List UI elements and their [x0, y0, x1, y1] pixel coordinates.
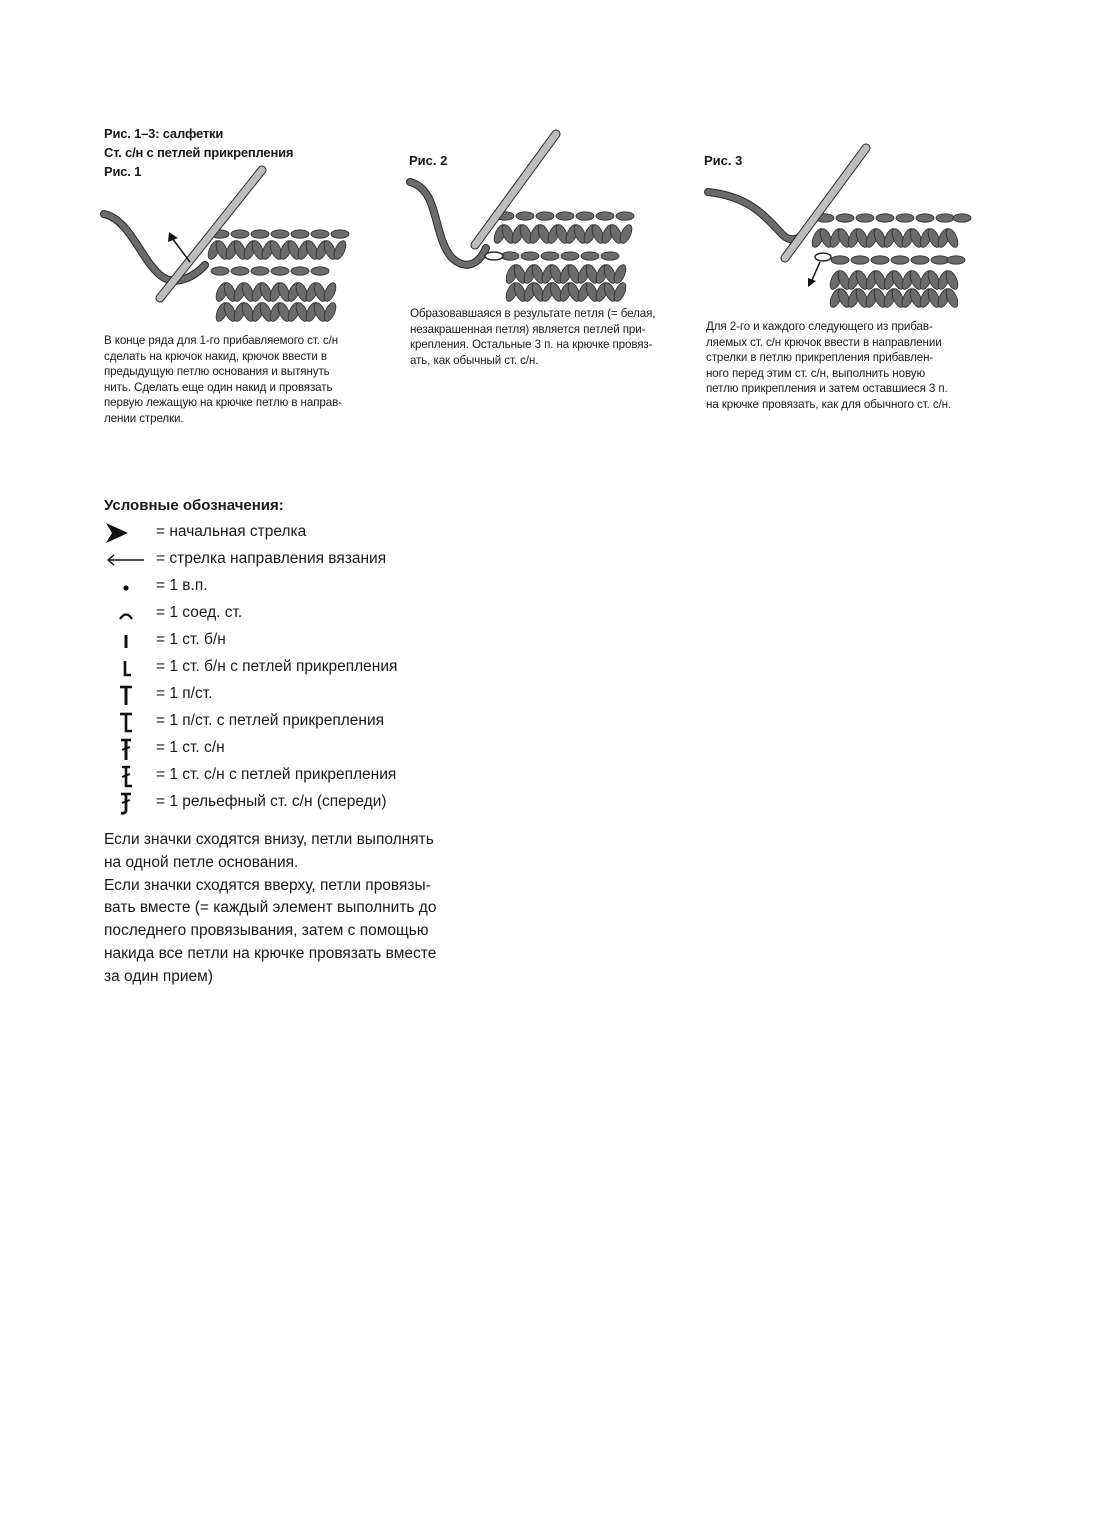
- legend-item: [104, 790, 524, 816]
- fig3-caption: Для 2-го и каждого следующего из прибав- ляемых ст. с/н крючок ввести в направлении стрелки в петлю прикрепления прибавлен- ного перед этим ст. с/н, выполнить новую петлю прикрепления и затем оставшиеся 3 п. на крючке провязать, как для обычного ст. с/н.: [706, 320, 952, 411]
- legend-item-label: = 1 п/ст. с петлей прикрепления: [156, 712, 385, 729]
- start-arrow-icon: [104, 520, 152, 546]
- legend-title: Условные обозначения:: [104, 497, 284, 514]
- fig2-illustration: [410, 134, 634, 303]
- legend-item: [104, 736, 524, 762]
- direction-arrow-icon: [104, 547, 152, 573]
- figures-illustrations: [0, 0, 1107, 330]
- double-crochet-attach-icon: [104, 763, 152, 789]
- chain-stitch-icon: [104, 574, 152, 600]
- single-crochet-icon: [104, 628, 152, 654]
- fig2-label: Рис. 2: [409, 153, 448, 168]
- fig1-illustration: [104, 170, 349, 323]
- legend-item-label: = 1 в.п.: [156, 577, 208, 594]
- legend-item-label: = 1 ст. б/н: [156, 631, 226, 648]
- legend-item-label: = 1 п/ст.: [156, 685, 213, 702]
- fig3-arrow: [812, 262, 820, 280]
- double-crochet-icon: [104, 736, 152, 762]
- fig1-caption: В конце ряда для 1-го прибавляемого ст. с/н сделать на крючок накид, крючок ввести в предыдущую петлю основания и вытянуть нить. Сделать еще один накид и провязать первую лежащую на крючке петлю в направ- лении стрелки.: [104, 334, 342, 425]
- legend-item: [104, 655, 524, 681]
- legend-item-label: = 1 ст. с/н: [156, 739, 225, 756]
- legend-item-label: = 1 ст. с/н с петлей прикрепления: [156, 766, 397, 783]
- legend-item: [104, 709, 524, 735]
- half-double-icon: [104, 682, 152, 708]
- legend-item: [104, 682, 524, 708]
- fig2-attach-loop: [485, 252, 503, 260]
- fig3-attach-loop: [815, 253, 831, 261]
- fig3-yarn: [708, 192, 805, 239]
- legend-item-label: = 1 соед. ст.: [156, 604, 243, 621]
- legend-item-label: = стрелка направления вязания: [156, 550, 387, 567]
- legend-item: [104, 763, 524, 789]
- legend-item: [104, 520, 524, 546]
- slip-stitch-icon: [104, 601, 152, 627]
- legend-notes: Если значки сходятся внизу, петли выполнять на одной петле основания. Если значки сходятся вверху, петли провязы- вать вместе (= каждый элемент выполнить до последнего провязывания, затем с помощью накида все петли на крючке провязать вместе за один прием): [104, 831, 437, 985]
- fig2-caption: Образовавшаяся в результате петля (= белая, незакрашенная петля) является петлей при- крепления. Остальные 3 п. на крючке провяз- ать, как обычный ст. с/н.: [410, 307, 656, 367]
- single-crochet-attach-icon: [104, 655, 152, 681]
- fig1-fabric: [206, 230, 349, 323]
- legend-item: [104, 601, 524, 627]
- half-double-attach-icon: [104, 709, 152, 735]
- legend-item: [104, 547, 524, 573]
- legend-item-label: = начальная стрелка: [156, 523, 307, 540]
- legend-item: [104, 628, 524, 654]
- fig3-label: Рис. 3: [704, 153, 743, 168]
- fig3-fabric: [810, 214, 971, 309]
- fig3-illustration: [708, 148, 971, 309]
- legend-item-label: = 1 ст. б/н с петлей прикрепления: [156, 658, 398, 675]
- fig1-arrow: [172, 238, 190, 262]
- section-subtitle: Ст. с/н с петлей прикрепления: [104, 145, 294, 160]
- section-title: Рис. 1–3: салфетки: [104, 126, 224, 141]
- fig1-label: Рис. 1: [104, 164, 142, 179]
- legend-item: [104, 574, 524, 600]
- legend-item-label: = 1 рельефный ст. с/н (спереди): [156, 793, 387, 810]
- fig2-fabric: [492, 212, 635, 303]
- front-post-double-icon: [104, 790, 152, 816]
